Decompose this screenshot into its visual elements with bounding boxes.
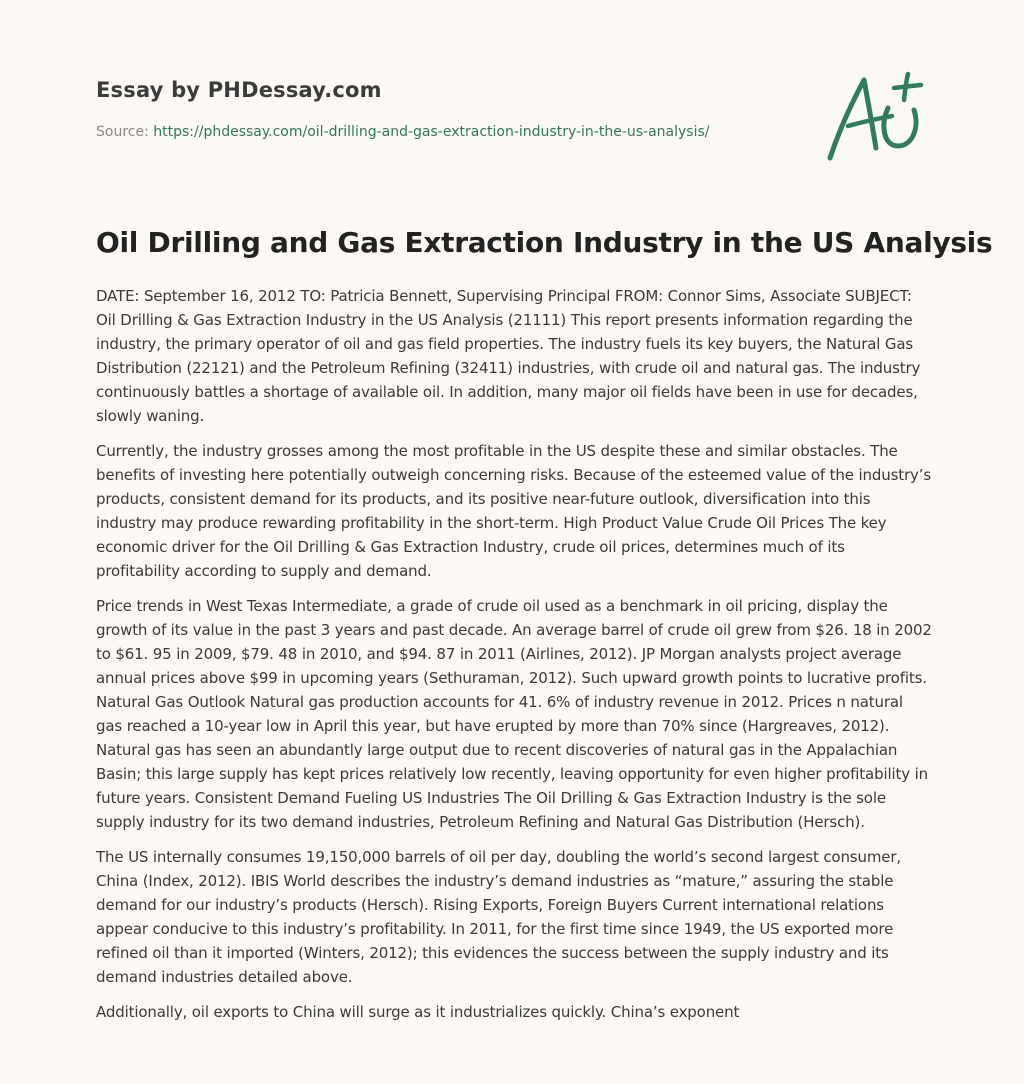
essay-paragraph: DATE: September 16, 2012 TO: Patricia Bennett, Supervising Principal FROM: Connor Sims, Associate SUBJECT: Oil Drilling & Gas Extraction Industry in the US Analysis (21111) This report presents information regarding the industry, the primary operator of oil and gas field properties. The industry fuels its key buyers, the Natural Gas Distribution (22121) and the Petroleum Refining (32411) industries, with crude oil and natural gas. The industry continuously battles a shortage of available oil. In addition, many major oil fields have been in use for decades, slowly waning. bbox=[96, 287, 921, 425]
a-plus-logo-icon bbox=[824, 66, 924, 166]
essay-title: Oil Drilling and Gas Extraction Industry in the US Analysis bbox=[96, 226, 993, 259]
essay-paragraph: Currently, the industry grosses among the most profitable in the US despite these and similar obstacles. The benefits of investing here potentially outweigh concerning risks. Because of the esteemed value of the industry’s products, consistent demand for its products, and its positive near-future outlook, diversification into this industry may produce rewarding profitability in the short-term. High Product Value Crude Oil Prices The key economic driver for the Oil Drilling & Gas Extraction Industry, crude oil prices, determines much of its profitability according to supply and demand. bbox=[96, 442, 931, 580]
source-link[interactable]: https://phdessay.com/oil-drilling-and-gas-extraction-industry-in-the-us-analysis/ bbox=[153, 124, 710, 140]
source-line bbox=[96, 124, 710, 140]
essay-body bbox=[96, 284, 932, 1035]
essay-paragraph: Price trends in West Texas Intermediate, a grade of crude oil used as a benchmark in oil pricing, display the growth of its value in the past 3 years and past decade. An average barrel of crude oil grew from $26. 18 in 2002 to $61. 95 in 2009, $79. 48 in 2010, and $94. 87 in 2011 (Airlines, 2012). JP Morgan analysts project average annual prices above $99 in upcoming years (Sethuraman, 2012). Such upward growth points to lucrative profits. Natural Gas Outlook Natural gas production accounts for 41. 6% of industry revenue in 2012. Prices n natural gas reached a 10-year low in April this year, but have erupted by more than 70% since (Hargreaves, 2012). Natural gas has seen an abundantly large output due to recent discoveries of natural gas in the Appalachian Basin; this large supply has kept prices relatively low recently, leaving opportunity for even higher profitability in future years. Consistent Demand Fueling US Industries The Oil Drilling & Gas Extraction Industry is the sole supply industry for its two demand industries, Petroleum Refining and Natural Gas Distribution (Hersch). bbox=[96, 597, 932, 831]
site-brand: Essay by PHDessay.com bbox=[96, 78, 382, 102]
essay-paragraph: Additionally, oil exports to China will surge as it industrializes quickly. China’s exponent bbox=[96, 1003, 740, 1021]
source-label: Source: bbox=[96, 124, 149, 140]
essay-paragraph: The US internally consumes 19,150,000 barrels of oil per day, doubling the world’s second largest consumer, China (Index, 2012). IBIS World describes the industry’s demand industries as “mature,” assuring the stable demand for our industry’s products (Hersch). Rising Exports, Foreign Buyers Current international relations appear conducive to this industry’s profitability. In 2011, for the first time since 1949, the US exported more refined oil than it imported (Winters, 2012); this evidences the success between the supply industry and its demand industries detailed above. bbox=[96, 848, 901, 986]
